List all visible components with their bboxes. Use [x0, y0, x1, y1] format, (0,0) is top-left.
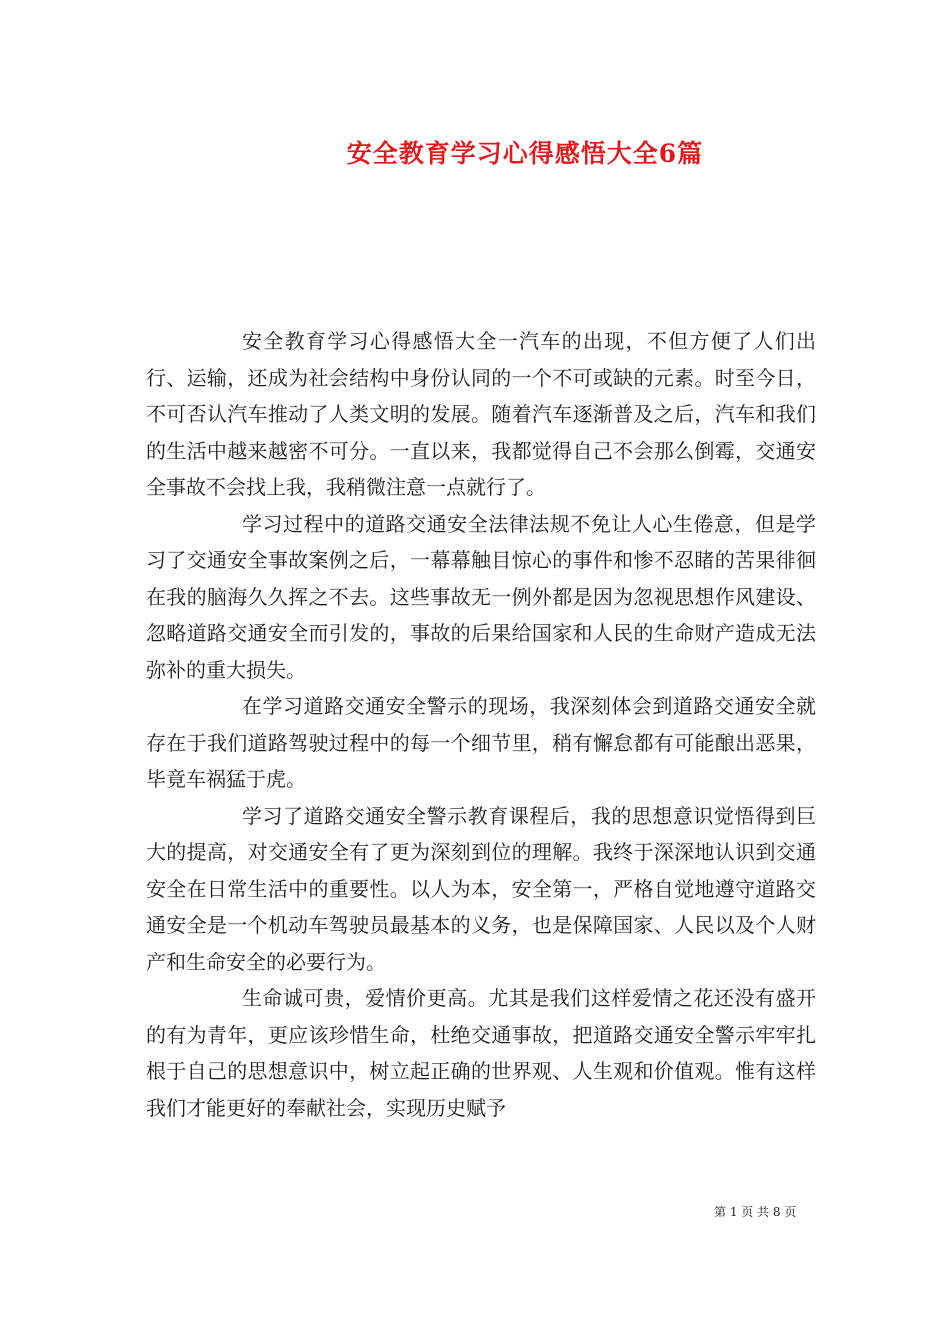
document-body: [146, 323, 816, 1126]
paragraph-1: 安全教育学习心得感悟大全一汽车的出现，不但方便了人们出行、运输，还成为社会结构中身份认同的一个不可或缺的元素。时至今日，不可否认汽车推动了人类文明的发展。随着汽车逐渐普及之后，汽车和我们的生活中越来越密不可分。一直以来，我都觉得自己不会那么倒霉，交通安全事故不会找上我，我稍微注意一点就行了。: [146, 329, 816, 499]
paragraph-2: 学习过程中的道路交通安全法律法规不免让人心生倦意，但是学习了交通安全事故案例之后，一幕幕触目惊心的事件和惨不忍睹的苦果徘徊在我的脑海久久挥之不去。这些事故无一例外都是因为忽视思想作风建设、忽略道路交通安全而引发的，事故的后果给国家和人民的生命财产造成无法弥补的重大损失。: [146, 511, 816, 682]
paragraph-4: 学习了道路交通安全警示教育课程后，我的思想意识觉悟得到巨大的提高，对交通安全有了更为深刻到位的理解。我终于深深地认识到交通安全在日常生活中的重要性。以人为本，安全第一，严格自觉地遵守道路交通安全是一个机动车驾驶员最基本的义务，也是保障国家、人民以及个人财产和生命安全的必要行为。: [146, 803, 816, 974]
document-title: 安全教育学习心得感悟大全6篇: [346, 139, 704, 168]
paragraph-3: 在学习道路交通安全警示的现场，我深刻体会到道路交通安全就存在于我们道路驾驶过程中的每一个细节里，稍有懈怠都有可能酿出恶果，毕竟车祸猛于虎。: [146, 694, 816, 791]
page-number-footer: 第 1 页 共 8 页: [714, 1205, 797, 1219]
paragraph-5: 生命诚可贵，爱情价更高。尤其是我们这样爱情之花还没有盛开的有为青年，更应该珍惜生命，杜绝交通事故，把道路交通安全警示牢牢扎根于自己的思想意识中，树立起正确的世界观、人生观和价值观。惟有这样我们才能更好的奉献社会，实现历史赋予: [146, 986, 816, 1120]
